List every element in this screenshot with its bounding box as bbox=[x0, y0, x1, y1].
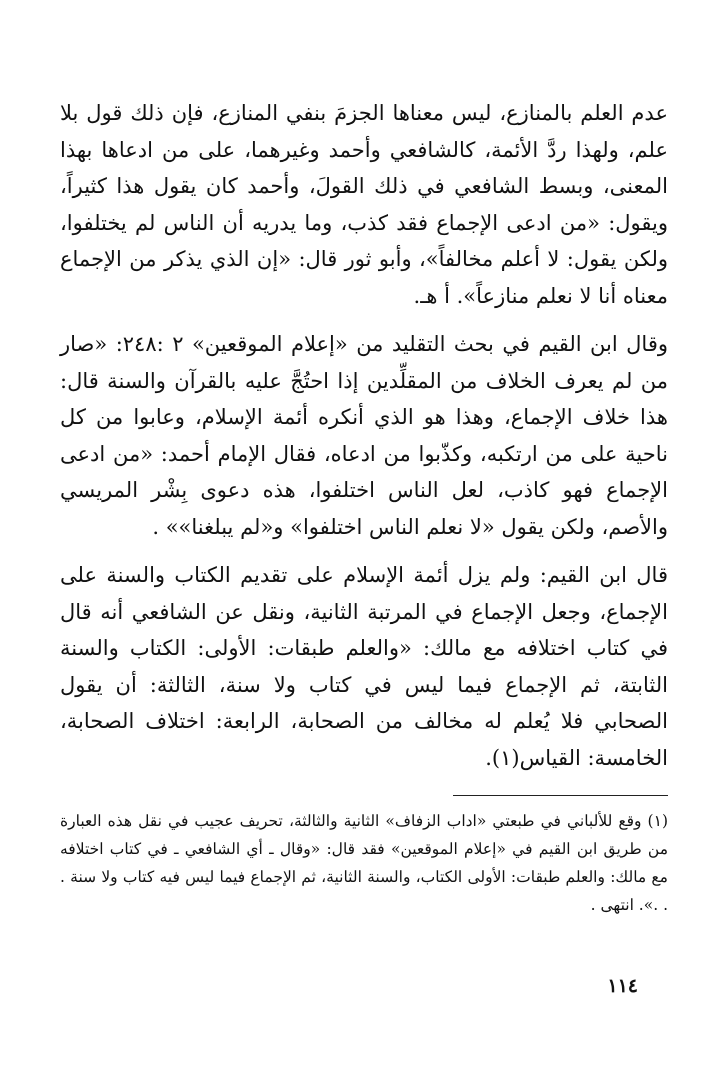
footnote-separator bbox=[453, 795, 668, 796]
book-page bbox=[60, 95, 668, 1088]
page-number: ١١٤ bbox=[607, 975, 638, 997]
footnote: (١) وقع للألباني في طبعتي «اداب الزفاف» الثانية والثالثة، تحريف عجيب في نقل هذه العبارة من طريق ابن القيم في «إعلام الموقعين» فقد قال: «وقال ـ أي الشافعي ـ في كتاب اختلافه مع مالك: والعلم طبقات: الأولى الكتاب، والسنة الثانية، ثم الإجماع فيما ليس فيه كتاب ولا سنة . . .». انتهى . bbox=[60, 812, 668, 914]
paragraph-3: قال ابن القيم: ولم يزل أئمة الإسلام على تقديم الكتاب والسنة على الإجماع، وجعل الإجماع في المرتبة الثانية، ونقل عن الشافعي أنه قال في كتاب اختلافه مع مالك: «والعلم طبقات: الأولى: الكتاب والسنة الثابتة، ثم الإجماع فيما ليس في كتاب ولا سنة، الثالثة: أن يقول الصحابي فلا يُعلم له مخالف من الصحابة، الرابعة: اختلاف الصحابة، الخامسة: القياس(١). bbox=[60, 563, 668, 770]
paragraph-2: وقال ابن القيم في بحث التقليد من «إعلام الموقعين» ٢ :٢٤٨: «صار من لم يعرف الخلاف من المقلِّدين إذا احتُجَّ عليه بالقرآن والسنة قال: هذا خلاف الإجماع، وهذا هو الذي أنكره أئمة الإسلام، وعابوا من كل ناحية على من ارتكبه، وكذّبوا من ادعاه، فقال الإمام أحمد: «من ادعى الإجماع فهو كاذب، لعل الناس اختلفوا، هذه دعوى بِشْر المريسي والأصم، ولكن يقول «لا نعلم الناس اختلفوا» و«لم يبلغنا»» . bbox=[60, 332, 668, 539]
paragraph-1: عدم العلم بالمنازع، ليس معناها الجزمَ بنفي المنازع، فإن ذلك قول بلا علم، ولهذا ردَّ الأئمة، كالشافعي وأحمد وغيرهما، على من ادعاها بهذا المعنى، وبسط الشافعي في ذلك القولَ، وأحمد كان يقول هذا كثيراً، ويقول: «من ادعى الإجماع فقد كذب، وما يدريه أن الناس لم يختلفوا، ولكن يقول: لا أعلم مخالفاً»، وأبو ثور قال: «إن الذي يذكر من الإجماع معناه أنا لا نعلم منازعاً». أ هـ. bbox=[60, 101, 668, 308]
